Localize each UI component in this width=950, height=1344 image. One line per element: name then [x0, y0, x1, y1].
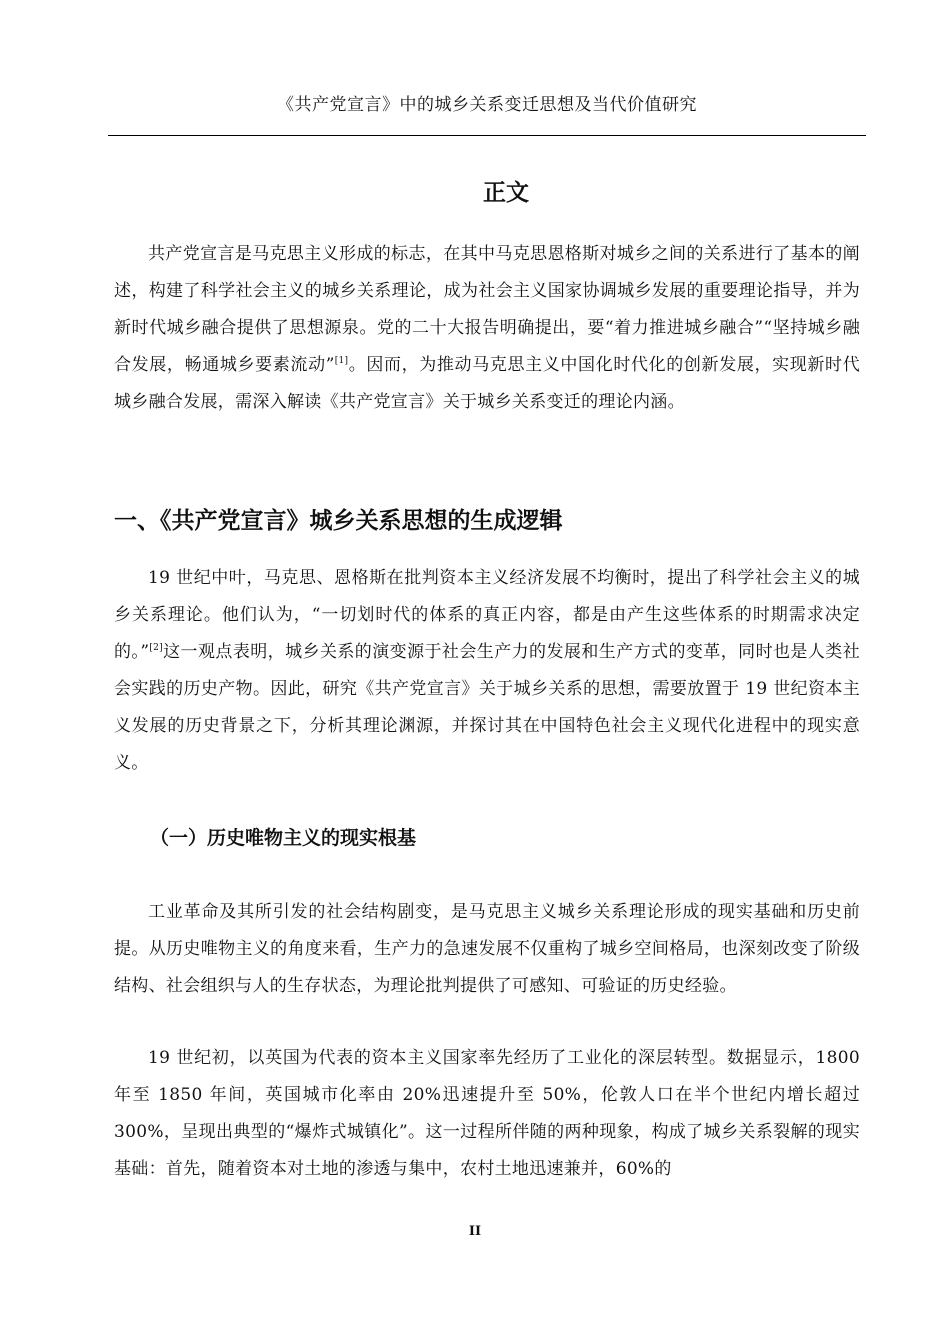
- paragraph-1-text: 19 世纪中叶，马克思、恩格斯在批判资本主义经济发展不均衡时，提出了科学社会主义的城乡关系理论。他们认为，“一切划时代的体系的真正内容，都是由产生这些体系的时期需求决定的。”: [114, 568, 860, 662]
- body-paragraph-1: [114, 560, 860, 782]
- heading-level-2: （一）历史唯物主义的现实根基: [150, 827, 417, 849]
- citation-ref-1: [1]: [334, 356, 349, 366]
- intro-paragraph: [114, 236, 860, 421]
- running-header: 《共产党宣言》中的城乡关系变迁思想及当代价值研究: [277, 95, 697, 115]
- heading-level-1: 一、《共产党宣言》城乡关系思想的生成逻辑: [114, 508, 563, 534]
- section-title: 正文: [483, 180, 529, 206]
- paragraph-1-text-continued: 这一观点表明，城乡关系的演变源于社会生产力的发展和生产方式的变革，同时也是人类社会实践的历史产物。因此，研究《共产党宣言》关于城乡关系的思想，需要放置于 19 世纪资本主义发展的历史背景之下，分析其理论渊源，并探讨其在中国特色社会主义现代化进程中的现实意义。: [114, 642, 860, 773]
- body-paragraph-3: 19 世纪初，以英国为代表的资本主义国家率先经历了工业化的深层转型。数据显示，1800 年至 1850 年间，英国城市化率由 20%迅速提升至 50%，伦敦人口在半个世纪内增长超过 300%，呈现出典型的“爆炸式城镇化”。这一过程所伴随的两种现象，构成了城乡关系裂解的现实基础：首先，随着资本对土地的渗透与集中，农村土地迅速兼并，60%的: [114, 1048, 860, 1179]
- citation-ref-2: [2]: [149, 643, 163, 653]
- header-rule: [108, 135, 866, 136]
- intro-text: 共产党宣言是马克思主义形成的标志，在其中马克思恩格斯对城乡之间的关系进行了基本的阐述，构建了科学社会主义的城乡关系理论，成为社会主义国家协调城乡发展的重要理论指导，并为新时代城乡融合提供了思想源泉。党的二十大报告明确提出，要“着力推进城乡融合”“坚持城乡融合发展，畅通城乡要素流动”: [114, 244, 860, 375]
- page-number: II: [468, 1224, 482, 1239]
- intro-text-continued: 。因而，为推动马克思主义中国化时代化的创新发展，实现新时代城乡融合发展，需深入解读《共产党宣言》关于城乡关系变迁的理论内涵。: [114, 355, 860, 412]
- body-paragraph-2: 工业革命及其所引发的社会结构剧变，是马克思主义城乡关系理论形成的现实基础和历史前提。从历史唯物主义的角度来看，生产力的急速发展不仅重构了城乡空间格局，也深刻改变了阶级结构、社会组织与人的生存状态，为理论批判提供了可感知、可验证的历史经验。: [114, 902, 860, 996]
